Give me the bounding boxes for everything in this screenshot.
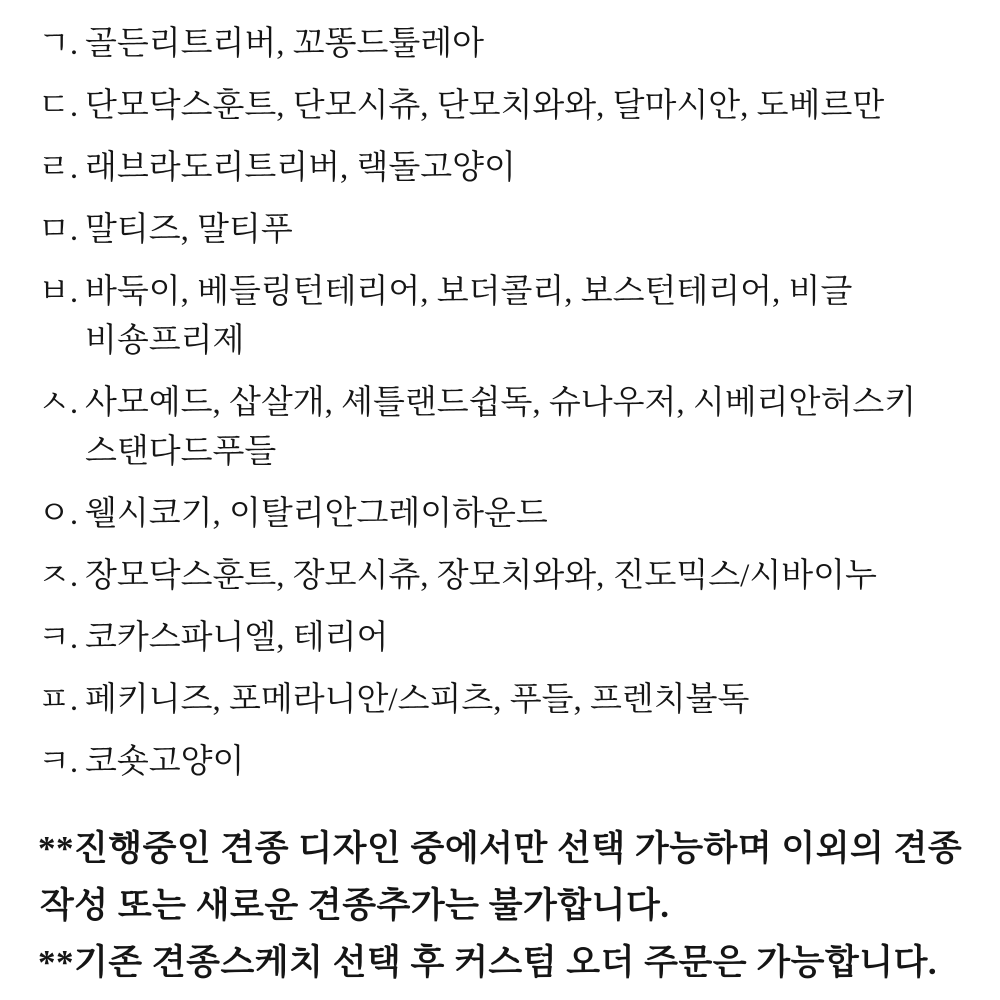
item-letter: ㅂ. <box>38 274 79 310</box>
item-text: 코숏고양이 <box>85 744 245 780</box>
item-letter: ㅍ. <box>38 682 79 718</box>
item-text: 골든리트리버, 꼬똥드툴레아 <box>85 26 485 62</box>
breed-list <box>38 20 986 787</box>
item-text: 말티즈, 말티푸 <box>85 212 293 248</box>
item-text-continuation: 스탠다드푸들 <box>85 434 277 470</box>
item-text: 코카스파니엘, 테리어 <box>85 620 389 656</box>
breed-list-item <box>38 144 986 193</box>
item-letter: ㄱ. <box>38 26 79 62</box>
item-text: 장모닥스훈트, 장모시츄, 장모치와와, 진도믹스/시바이누 <box>85 558 877 594</box>
breed-list-item <box>38 552 986 601</box>
item-text: 래브라도리트리버, 랙돌고양이 <box>85 150 516 186</box>
item-text: 웰시코기, 이탈리안그레이하운드 <box>85 496 548 532</box>
item-letter: ㅅ. <box>38 385 79 421</box>
breed-list-item <box>38 738 986 787</box>
breed-list-item <box>38 206 986 255</box>
item-letter: ㅁ. <box>38 212 79 248</box>
item-letter: ㅈ. <box>38 558 79 594</box>
item-letter: ㄹ. <box>38 150 79 186</box>
item-text: 바둑이, 베들링턴테리어, 보더콜리, 보스턴테리어, 비글 <box>85 274 853 310</box>
item-text: 페키니즈, 포메라니안/스피츠, 푸들, 프렌치불독 <box>85 682 750 718</box>
note-line: **진행중인 견종 디자인 중에서만 선택 가능하며 이외의 견종 <box>38 829 963 868</box>
note-line-continuation: 작성 또는 새로운 견종추가는 불가합니다. <box>40 886 670 925</box>
breed-list-item <box>38 379 986 477</box>
breed-list-item <box>38 490 986 539</box>
item-letter: ㄷ. <box>38 88 79 124</box>
note-line: **기존 견종스케치 선택 후 커스텀 오더 주문은 가능합니다. <box>38 943 938 982</box>
item-letter: ㅇ. <box>38 496 79 532</box>
item-letter: ㅋ. <box>38 620 79 656</box>
item-text: 사모예드, 삽살개, 셰틀랜드쉽독, 슈나우저, 시베리안허스키 <box>85 385 917 421</box>
disclaimer-notes <box>38 820 986 991</box>
item-text: 단모닥스훈트, 단모시츄, 단모치와와, 달마시안, 도베르만 <box>85 88 885 124</box>
breed-list-item <box>38 268 986 366</box>
item-text-continuation: 비숑프리제 <box>85 323 245 359</box>
breed-list-item <box>38 676 986 725</box>
breed-list-item <box>38 82 986 131</box>
item-letter: ㅋ. <box>38 744 79 780</box>
breed-list-item <box>38 20 986 69</box>
breed-list-item <box>38 614 986 663</box>
